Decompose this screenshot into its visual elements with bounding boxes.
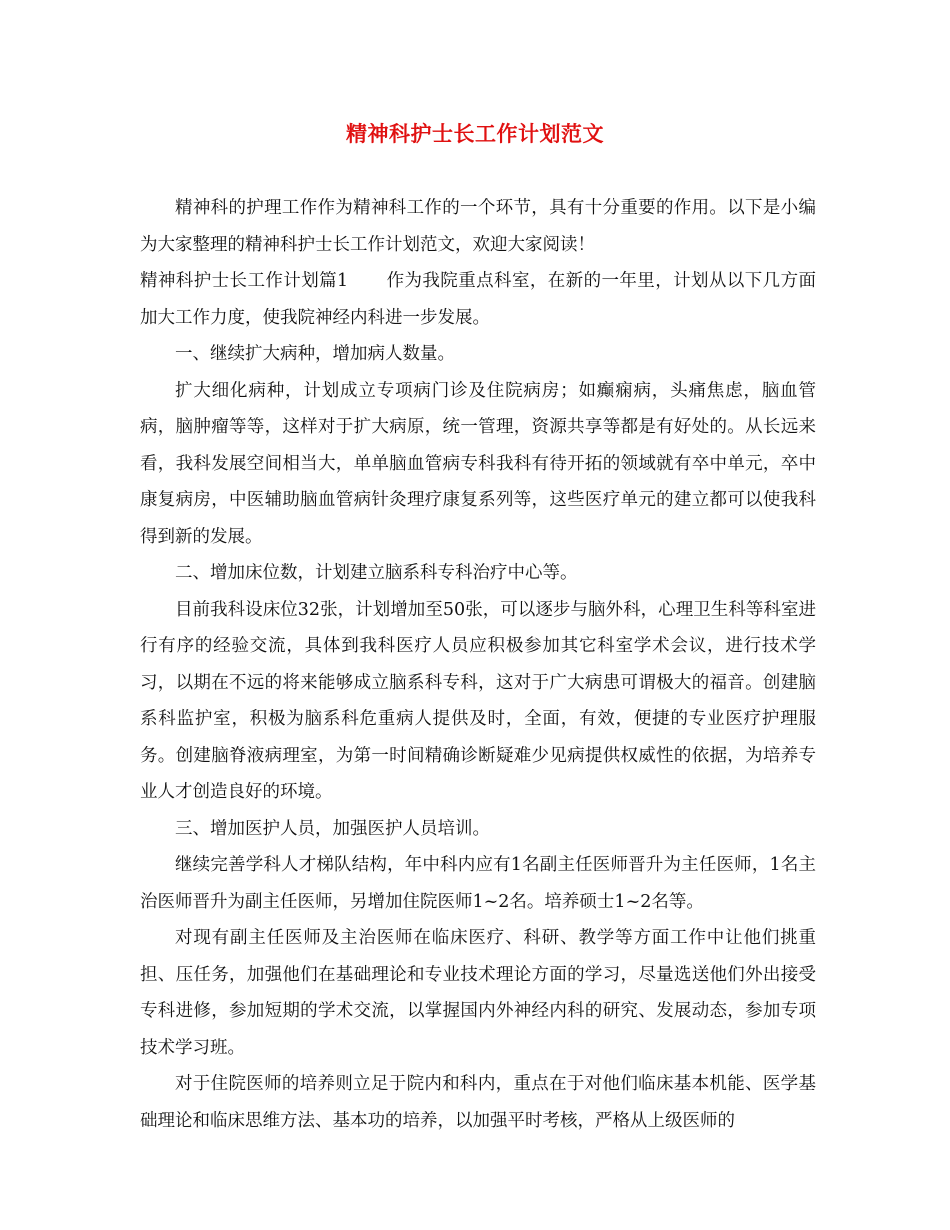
heading-two: 二、增加床位数，计划建立脑系科专科治疗中心等。 [175,563,578,583]
heading-one: 一、继续扩大病种，增加病人数量。 [175,344,455,364]
paragraph-senior-training: 对现有副主任医师及主治医师在临床医疗、科研、教学等方面工作中让他们挑重担、压任务，加强他们在基础理论和专业技术理论方面的学习，尽量选送他们外出接受专科进修，参加短期的学术交流，以掌握国内外神经内科的研究、发展动态，参加专项技术学习班。 [140,928,816,1058]
section-heading: 精神科护士长工作计划篇1 [140,271,349,291]
intro-paragraph: 精神科的护理工作作为精神科工作的一个环节，具有十分重要的作用。以下是小编为大家整理的精神科护士长工作计划范文，欢迎大家阅读！ [140,198,816,255]
paragraph-beds: 目前我科设床位32张，计划增加至50张，可以逐步与脑外科，心理卫生科等科室进行有序的经验交流，具体到我科医疗人员应积极参加其它科室学术会议，进行技术学习，以期在不远的将来能够成立脑系科专科，这对于广大病患可谓极大的福音。创建脑系科监护室，积极为脑系科危重病人提供及时，全面，有效，便捷的专业医疗护理服务。创建脑脊液病理室，为第一时间精确诊断疑难少见病提供权威性的依据，为培养专业人才创造良好的环境。 [140,599,816,802]
document-body [140,190,816,1139]
section-text: 作为我院重点科室，在新的一年里，计划从以下几方面加大工作力度，使我院神经内科进一步发展。 [140,271,817,328]
paragraph-expand-diseases: 扩大细化病种，计划成立专项病门诊及住院病房；如癫痫病，头痛焦虑，脑血管病，脑肿瘤等等，这样对于扩大病原，统一管理，资源共享等都是有好处的。从长远来看，我科发展空间相当大，单单脑血管病专科我科有待开拓的领域就有卒中单元，卒中康复病房，中医辅助脑血管病针灸理疗康复系列等，这些医疗单元的建立都可以使我科得到新的发展。 [140,380,816,547]
heading-three: 三、增加医护人员，加强医护人员培训。 [175,818,490,839]
paragraph-staff-structure: 继续完善学科人才梯队结构，年中科内应有1名副主任医师晋升为主任医师，1名主治医师晋升为副主任医师，另增加住院医师1~2名。培养硕士1~2名等。 [140,855,816,912]
paragraph-resident-training: 对于住院医师的培养则立足于院内和科内，重点在于对他们临床基本机能、医学基础理论和临床思维方法、基本功的培养，以加强平时考核，严格从上级医师的 [140,1074,816,1131]
document-title: 精神科护士长工作计划范文 [346,121,604,146]
section-line [140,263,816,336]
